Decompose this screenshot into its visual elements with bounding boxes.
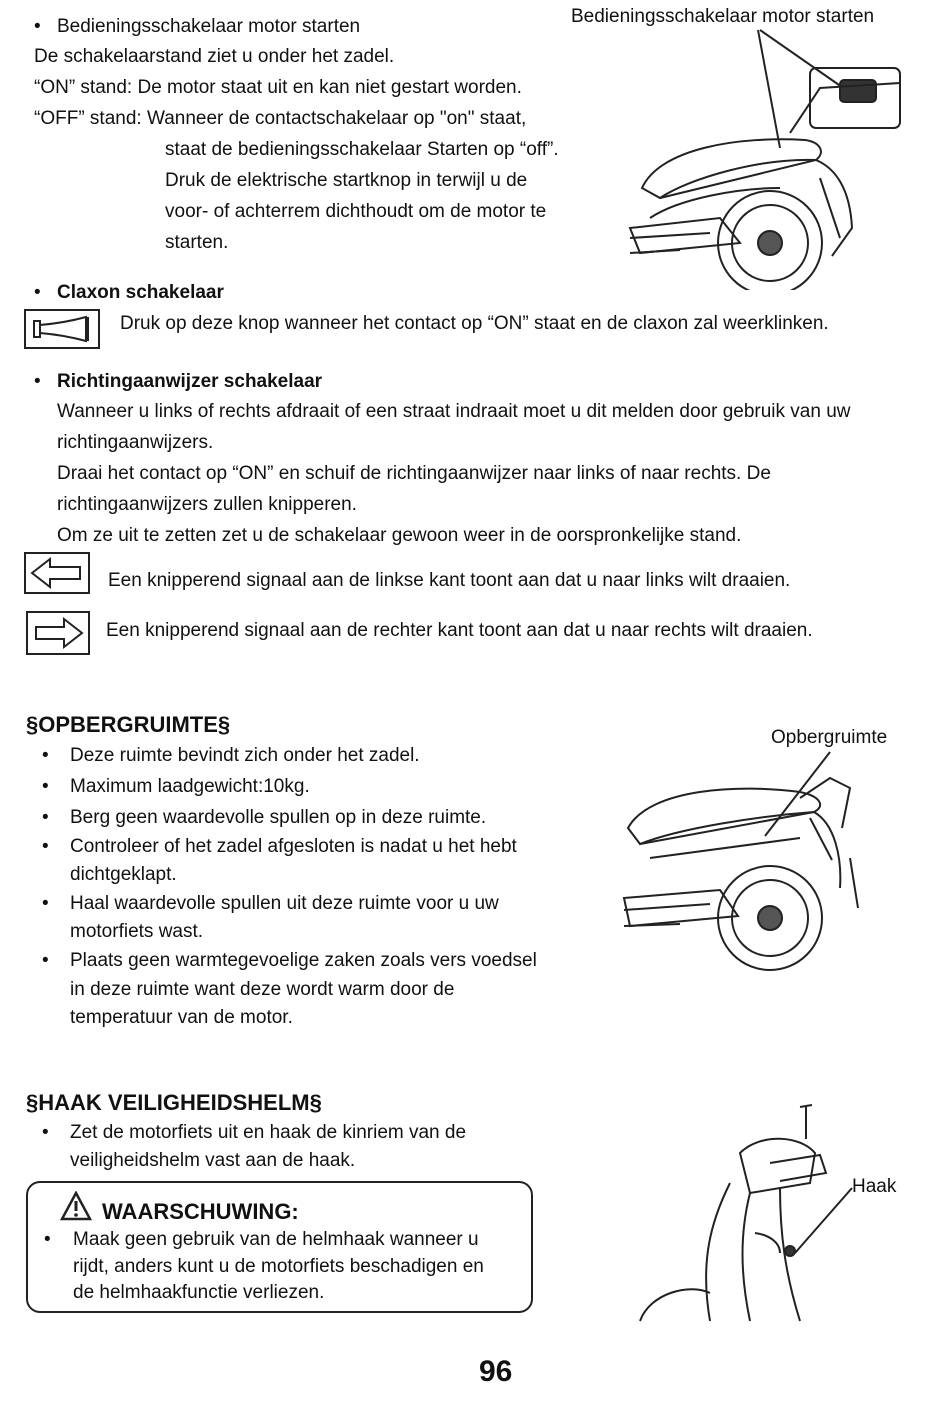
bullet-dot: • bbox=[44, 1229, 51, 1250]
indicator-line: Wanneer u links of rechts afdraait of een straat indraait moet u dit melden door gebruik van uw bbox=[57, 401, 851, 422]
start-switch-line: starten. bbox=[165, 232, 229, 253]
figure-caption-storage: Opbergruimte bbox=[771, 727, 888, 748]
horn-text: Druk op deze knop wanneer het contact op “ON” staat en de claxon zal weerklinken. bbox=[120, 313, 829, 334]
bullet-dot: • bbox=[34, 371, 41, 392]
arrow-left-icon-box bbox=[24, 552, 90, 594]
storage-bullet: Plaats geen warmtegevoelige zaken zoals vers voedsel bbox=[70, 950, 537, 971]
scooter-front-illustration bbox=[630, 1103, 860, 1323]
warning-line: rijdt, anders kunt u de motorfiets beschadigen en bbox=[73, 1256, 484, 1277]
page-number: 96 bbox=[479, 1355, 513, 1388]
indicator-line: richtingaanwijzers. bbox=[57, 432, 214, 453]
storage-title: §OPBERGRUIMTE§ bbox=[26, 712, 231, 737]
warning-line: de helmhaakfunctie verliezen. bbox=[73, 1282, 325, 1303]
bullet-dot: • bbox=[34, 16, 41, 37]
start-switch-line: “OFF” stand: Wanneer de contactschakelaar op "on" staat, bbox=[34, 108, 527, 129]
figure-caption-hook: Haak bbox=[852, 1176, 897, 1197]
bullet-dot: • bbox=[42, 776, 49, 797]
helmet-title: §HAAK VEILIGHEIDSHELM§ bbox=[26, 1090, 322, 1115]
bullet-dot: • bbox=[42, 836, 49, 857]
bullet-dot: • bbox=[42, 1122, 49, 1143]
storage-bullet: Maximum laadgewicht:10kg. bbox=[70, 776, 310, 797]
figure-caption-start-switch: Bedieningsschakelaar motor starten bbox=[571, 6, 875, 27]
start-switch-line: staat de bedieningsschakelaar Starten op “off”. bbox=[165, 139, 559, 160]
indicator-left-text: Een knipperend signaal aan de linkse kant toont aan dat u naar links wilt draaien. bbox=[108, 570, 791, 591]
helmet-bullet: Zet de motorfiets uit en haak de kinriem van de bbox=[70, 1122, 467, 1143]
bullet-dot: • bbox=[42, 745, 49, 766]
indicator-right-text: Een knipperend signaal aan de rechter kant toont aan dat u naar rechts wilt draaien. bbox=[106, 620, 813, 641]
storage-bullet: Berg geen waardevolle spullen op in deze ruimte. bbox=[70, 807, 487, 828]
warning-triangle-icon bbox=[60, 1191, 92, 1221]
indicator-line: richtingaanwijzers zullen knipperen. bbox=[57, 494, 357, 515]
storage-bullet-cont: dichtgeklapt. bbox=[70, 864, 177, 885]
storage-bullet: Deze ruimte bevindt zich onder het zadel. bbox=[70, 745, 420, 766]
start-switch-line: voor- of achterrem dichthoudt om de motor te bbox=[165, 201, 547, 222]
storage-bullet: Controleer of het zadel afgesloten is nadat u het hebt bbox=[70, 836, 517, 857]
horn-icon-box bbox=[24, 309, 100, 349]
indicator-line: Draai het contact op “ON” en schuif de richtingaanwijzer naar links of naar rechts. De bbox=[57, 463, 771, 484]
storage-bullet-cont: temperatuur van de motor. bbox=[70, 1007, 293, 1028]
bullet-dot: • bbox=[42, 893, 49, 914]
start-switch-line: De schakelaarstand ziet u onder het zadel. bbox=[34, 46, 395, 67]
start-switch-heading: Bedieningsschakelaar motor starten bbox=[57, 16, 361, 37]
warning-title: WAARSCHUWING: bbox=[102, 1199, 299, 1224]
helmet-bullet-cont: veiligheidshelm vast aan de haak. bbox=[70, 1150, 356, 1171]
storage-bullet-cont: in deze ruimte want deze wordt warm door de bbox=[70, 979, 455, 1000]
scooter-rear-illustration bbox=[620, 28, 930, 290]
horn-heading: Claxon schakelaar bbox=[57, 282, 224, 303]
scooter-storage-illustration bbox=[620, 748, 900, 988]
start-switch-line: Druk de elektrische startknop in terwijl u de bbox=[165, 170, 528, 191]
indicator-heading: Richtingaanwijzer schakelaar bbox=[57, 371, 323, 392]
indicator-line: Om ze uit te zetten zet u de schakelaar gewoon weer in de oorspronkelijke stand. bbox=[57, 525, 742, 546]
bullet-dot: • bbox=[42, 950, 49, 971]
horn-icon bbox=[26, 311, 98, 347]
arrow-right-icon-box bbox=[26, 611, 90, 655]
arrow-left-icon bbox=[26, 554, 88, 592]
start-switch-line: “ON” stand: De motor staat uit en kan niet gestart worden. bbox=[34, 77, 522, 98]
warning-line: Maak geen gebruik van de helmhaak wanneer u bbox=[73, 1229, 479, 1250]
storage-bullet-cont: motorfiets wast. bbox=[70, 921, 204, 942]
bullet-dot: • bbox=[34, 282, 41, 303]
storage-bullet: Haal waardevolle spullen uit deze ruimte voor u uw bbox=[70, 893, 499, 914]
arrow-right-icon bbox=[28, 613, 88, 653]
bullet-dot: • bbox=[42, 807, 49, 828]
